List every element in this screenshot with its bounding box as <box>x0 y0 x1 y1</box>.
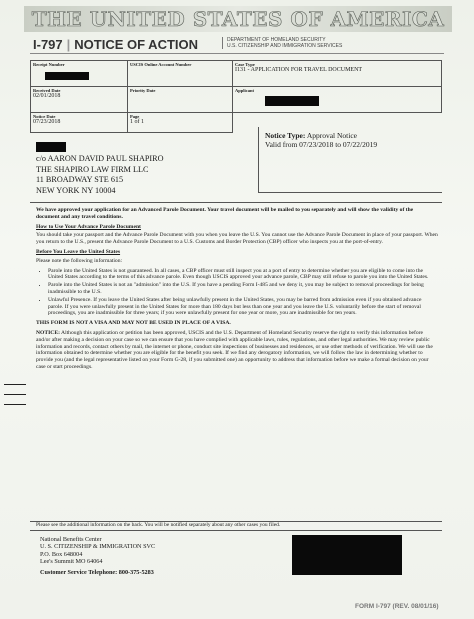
list-item: • Parole into the United States is not guaranteed. In all cases, a CBP officer must still inspect you at a port of entry to determine whether you are eligible to come into the United States according to the terms of this advance parole. Even though USCIS approved your advance parole, CBP may still refuse to parole you into the United States. <box>48 268 438 282</box>
margin-mark <box>4 404 26 405</box>
address-line-2: THE SHAPIRO LAW FIRM LLC <box>36 164 149 174</box>
usage-paragraph: You should take your passport and the Advance Parole Document with you when you leave the U.S. You cannot use the Advance Parole Document in place of your passport. When you return to the U.S., present the Advance Parole Document to a U.S. Customs and Border Protection (CBP) officer who inspects you at the port-of-entry. <box>36 232 438 246</box>
page-value: 1 of 1 <box>130 119 144 125</box>
page-label: Page <box>130 114 140 119</box>
note-intro: Please note the following information: <box>36 257 123 264</box>
notice-body <box>36 207 438 374</box>
office-line-3: P.O. Box 648004 <box>40 550 83 558</box>
verification-notice <box>36 330 438 371</box>
form-heading: I-797 | NOTICE OF ACTION <box>33 37 199 52</box>
form-title: NOTICE OF ACTION <box>74 37 199 52</box>
agency-line-2: U.S. CITIZENSHIP AND IMMIGRATION SERVICES <box>227 43 343 49</box>
applicant-label: Applicant <box>235 88 255 93</box>
name-redaction <box>36 142 66 152</box>
section-heading-before-you-leave: Before You Leave the United States <box>36 248 121 255</box>
notice-date-label: Notice Date <box>33 114 56 119</box>
header-rule <box>30 53 444 54</box>
office-line-2: U. S. CITIZENSHIP & IMMIGRATION SVC <box>40 543 156 551</box>
online-account-label: USCIS Online Account Number <box>130 62 192 67</box>
list-item: • Parole into the United States is not an "admission" into the U.S. If you have a pending Form I-485 and we deny it, you may be subject to removal proceedings for being inadmissible to the U.S. <box>48 282 438 296</box>
receipt-number-label: Receipt Number <box>33 62 65 67</box>
note-list <box>36 268 438 318</box>
bottom-rule <box>30 530 442 531</box>
validity-period: Valid from 07/23/2018 to 07/22/2019 <box>265 140 378 149</box>
approval-paragraph: We have approved your application for an Advanced Parole Document. Your travel document will be mailed to you separately and will show the validity of the document and any travel conditions. <box>36 207 414 220</box>
address-line-1: c/o AARON DAVID PAUL SHAPIRO <box>36 154 164 163</box>
case-type-value: I131 - APPLICATION FOR TRAVEL DOCUMENT <box>235 67 363 73</box>
mailing-address <box>36 142 164 196</box>
applicant-redaction <box>265 96 319 106</box>
office-line-1: National Benefits Center <box>40 536 102 543</box>
form-revision: FORM I-797 (REV. 08/01/16) <box>355 603 439 610</box>
case-info-grid <box>30 60 442 133</box>
notice-type-label: Notice Type: <box>265 131 306 140</box>
section-heading-how-to-use: How to Use Your Advance Parole Document <box>36 223 141 230</box>
agency-block <box>222 37 377 49</box>
banner-title: THE UNITED STATES OF AMERICA <box>24 6 452 32</box>
service-center-address <box>40 536 155 576</box>
received-date-value: 02/01/2018 <box>33 93 61 99</box>
margin-mark <box>4 394 26 395</box>
office-line-4: Lee's Summit MO 64064 <box>40 557 103 565</box>
list-item: • Unlawful Presence. If you leave the United States after being unlawfully present in the United States, you may be barred from admission even if you obtained advance parole. If you were unlawfully present in the United States for more than 180 days but less than one year and you leave the U.S. voluntarily before the start of removal proceedings, you are inadmissible for three years; if you were unlawfully present for one year or more, you are inadmissible for ten years. <box>48 297 438 317</box>
agency-line-1: DEPARTMENT OF HOMELAND SECURITY <box>227 37 326 43</box>
address-line-4: NEW YORK NY 10004 <box>36 185 116 195</box>
back-page-note: Please see the additional information on the back. You will be notified separately about any other cases you filed. <box>36 522 281 528</box>
received-date-label: Received Date <box>33 88 61 93</box>
notice-date-value: 07/23/2018 <box>33 119 61 125</box>
case-type-label: Case Type <box>235 62 255 67</box>
customer-service-phone: Customer Service Telephone: 800-375-5283 <box>40 569 154 577</box>
margin-mark <box>4 384 26 385</box>
receipt-number-redaction <box>45 72 89 80</box>
form-number: I-797 <box>33 37 63 52</box>
visa-warning: THIS FORM IS NOT A VISA AND MAY NOT BE USED IN PLACE OF A VISA. <box>36 320 231 327</box>
notice-type-value: Approval Notice <box>306 131 358 140</box>
barcode-redaction <box>292 535 402 575</box>
priority-date-label: Priority Date <box>130 88 156 93</box>
address-line-3: 11 BROADWAY STE 615 <box>36 175 124 184</box>
notice-type-box <box>258 127 442 193</box>
notice-text: Although this application or petition has been approved, USCIS and the U.S. Department of Homeland Security reserve the right to verify this information before and/or after making a decision on your case so we can ensure that you have complied with applicable laws, rules, regulations, and other legal authorities. We may review public information and records, contact others by mail, the internet or phone, conduct site inspections of businesses and residences, or use other methods of verification. We will use the information obtained to determine whether you are eligible for the benefit you seek. If we find any derogatory information, we will follow the law in determining whether to provide you (and the legal representative listed on your Form G-28, if you submitted one) an opportunity to address that information before we make a formal decision on your case or start proceedings. <box>36 329 433 370</box>
notice-heading: NOTICE: <box>36 329 60 336</box>
